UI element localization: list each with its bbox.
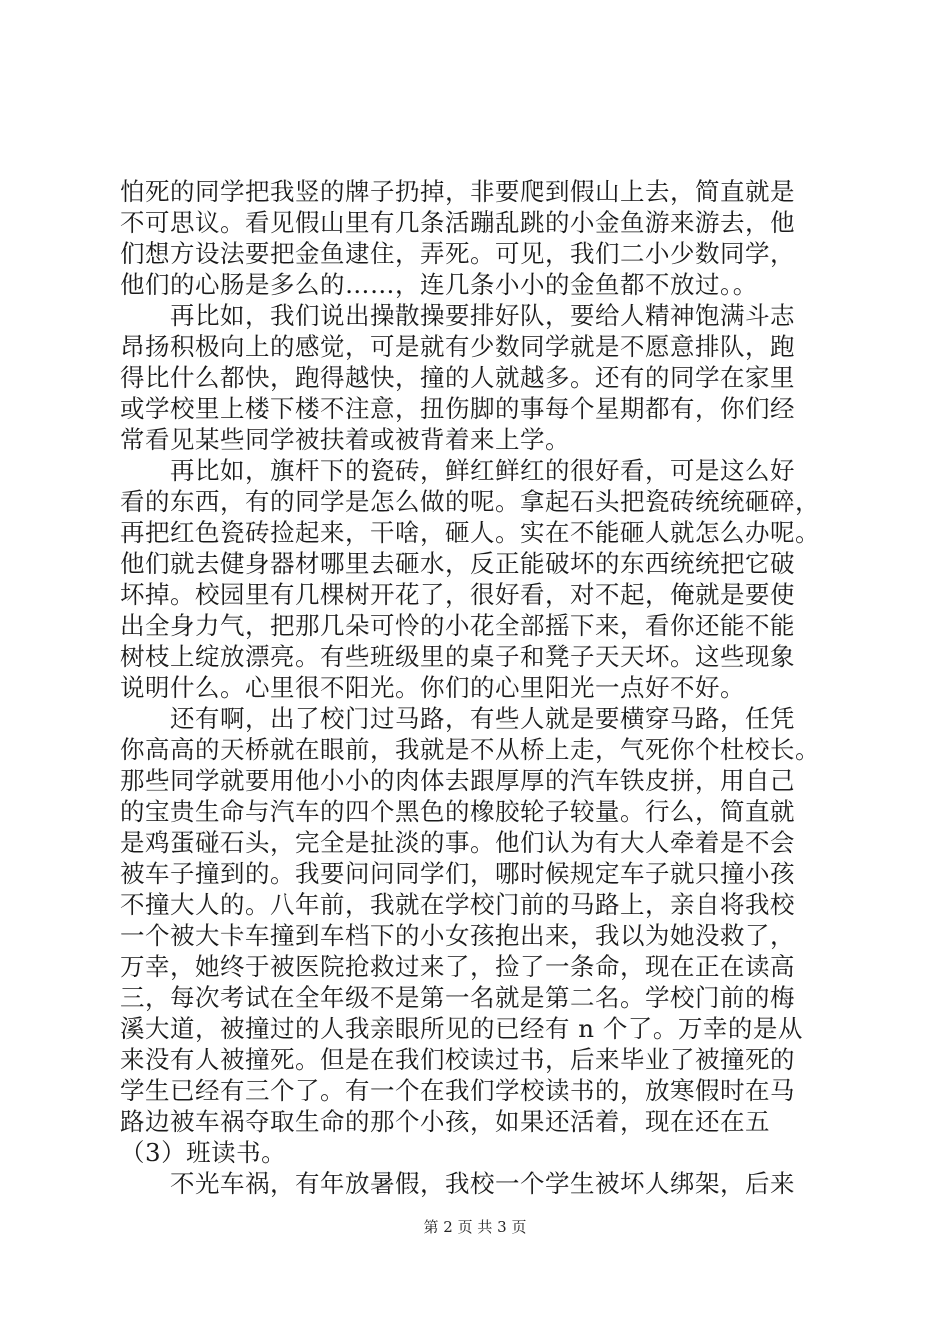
text-line: 常看见某些同学被扶着或被背着来上学。 bbox=[120, 425, 570, 454]
text-line: 一个被大卡车撞到车档下的小女孩抱出来，我以为她没救了， bbox=[120, 921, 795, 950]
text-line: 他们的心肠是多么的……，连几条小小的金鱼都不放过。。 bbox=[120, 270, 758, 299]
text-line: 坏掉。校园里有几棵树开花了，很好看，对不起，俺就是要使 bbox=[120, 580, 795, 609]
text-line: 出全身力气，把那几朵可怜的小花全部摇下来，看你还能不能 bbox=[120, 611, 795, 640]
text-line: 看的东西，有的同学是怎么做的呢。拿起石头把瓷砖统统砸碎， bbox=[120, 487, 820, 516]
text-line: 昂扬积极向上的感觉，可是就有少数同学就是不愿意排队，跑 bbox=[120, 332, 795, 361]
text-line: 路边被车祸夺取生命的那个小孩，如果还活着，现在还在五 bbox=[120, 1107, 770, 1136]
text-line: 树枝上绽放漂亮。有些班级里的桌子和凳子天天坏。这些现象 bbox=[120, 642, 795, 671]
text-line: 还有啊，出了校门过马路，有些人就是要横穿马路，任凭 bbox=[120, 704, 795, 733]
text-line: 得比什么都快，跑得越快，撞的人就越多。还有的同学在家里 bbox=[120, 363, 795, 392]
text-line: 们想方设法要把金鱼逮住，弄死。可见，我们二小少数同学， bbox=[120, 239, 795, 268]
text-line: 再比如，我们说出操散操要排好队，要给人精神饱满斗志 bbox=[120, 301, 795, 330]
text-line: 你高高的天桥就在眼前，我就是不从桥上走，气死你个杜校长。 bbox=[120, 735, 820, 764]
text-line: 是鸡蛋碰石头，完全是扯淡的事。他们认为有大人牵着是不会 bbox=[120, 828, 795, 857]
page-footer: 第 2 页 共 3 页 bbox=[423, 1218, 527, 1236]
text-line: 说明什么。心里很不阳光。你们的心里阳光一点好不好。 bbox=[120, 673, 745, 702]
text-line: 或学校里上楼下楼不注意，扭伤脚的事每个星期都有，你们经 bbox=[120, 394, 795, 423]
text-line: 那些同学就要用他小小的肉体去跟厚厚的汽车铁皮拼，用自己 bbox=[120, 766, 795, 795]
text-line: 再比如，旗杆下的瓷砖，鲜红鲜红的很好看，可是这么好 bbox=[120, 456, 795, 485]
text-line: 来没有人被撞死。但是在我们校读过书，后来毕业了被撞死的 bbox=[120, 1045, 795, 1074]
text-line: （3）班读书。 bbox=[120, 1138, 287, 1167]
text-line: 他们就去健身器材哪里去砸水，反正能破坏的东西统统把它破 bbox=[120, 549, 795, 578]
text-line: 不光车祸，有年放暑假，我校一个学生被坏人绑架，后来 bbox=[120, 1169, 795, 1198]
text-line: 溪大道，被撞过的人我亲眼所见的已经有 n 个了。万幸的是从 bbox=[120, 1014, 803, 1043]
body-text bbox=[120, 176, 832, 1199]
text-line: 不撞大人的。八年前，我就在学校门前的马路上，亲自将我校 bbox=[120, 890, 795, 919]
text-line: 的宝贵生命与汽车的四个黑色的橡胶轮子较量。行么，简直就 bbox=[120, 797, 795, 826]
text-line: 万幸，她终于被医院抢救过来了，捡了一条命，现在正在读高 bbox=[120, 952, 795, 981]
text-line: 再把红色瓷砖捡起来，干啥，砸人。实在不能砸人就怎么办呢。 bbox=[120, 518, 820, 547]
text-line: 学生已经有三个了。有一个在我们学校读书的，放寒假时在马 bbox=[120, 1076, 795, 1105]
text-line: 被车子撞到的。我要问问同学们，哪时候规定车子就只撞小孩 bbox=[120, 859, 795, 888]
text-line: 怕死的同学把我竖的牌子扔掉，非要爬到假山上去，简直就是 bbox=[120, 177, 795, 206]
text-line: 不可思议。看见假山里有几条活蹦乱跳的小金鱼游来游去，他 bbox=[120, 208, 795, 237]
text-line: 三，每次考试在全年级不是第一名就是第二名。学校门前的梅 bbox=[120, 983, 795, 1012]
